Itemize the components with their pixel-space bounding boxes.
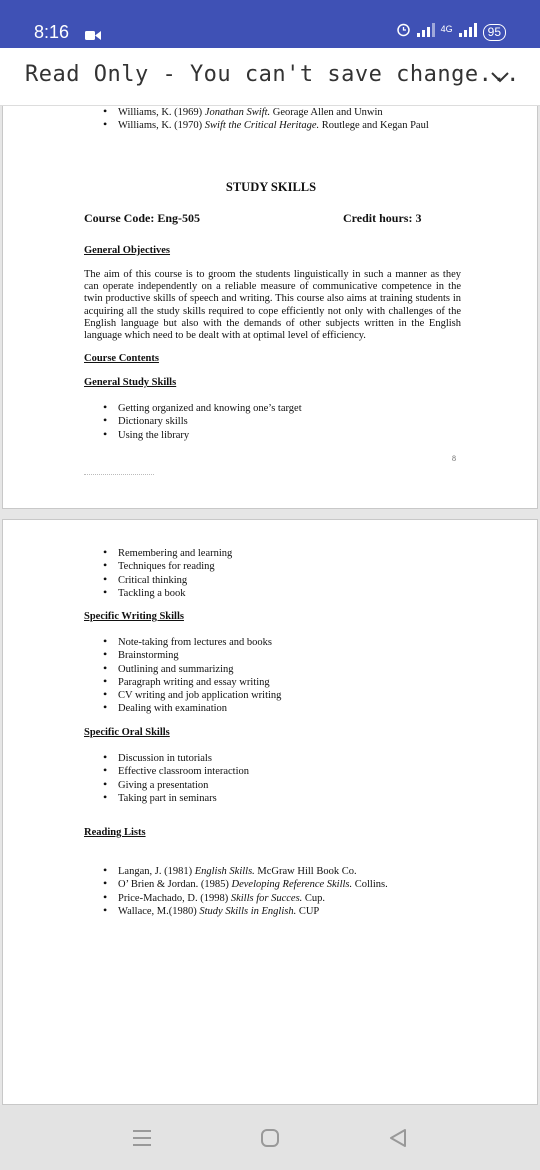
screen-record-icon: [85, 28, 101, 46]
list-item: • Outlining and summarizing: [103, 663, 281, 676]
reference-list: [103, 106, 429, 133]
document-page-1: [2, 106, 538, 509]
list-item: • Note-taking from lectures and books: [103, 636, 281, 649]
recents-icon[interactable]: [127, 1123, 157, 1153]
list-item: • Dictionary skills: [103, 415, 302, 428]
document-page-2: [2, 519, 538, 1105]
alarm-icon: [396, 22, 411, 42]
list-item: • Remembering and learning: [103, 547, 232, 560]
general-skills-heading: General Study Skills: [84, 377, 177, 388]
list-item: • Wallace, M.(1980) Study Skills in English. CUP: [103, 905, 388, 918]
list-item: • Getting organized and knowing one’s target: [103, 402, 302, 415]
status-time: 8:16: [34, 22, 70, 42]
list-item: • Price-Machado, D. (1998) Skills for Succes. Cup.: [103, 892, 388, 905]
list-item: • Langan, J. (1981) English Skills. McGraw Hill Book Co.: [103, 865, 388, 878]
home-icon[interactable]: [255, 1123, 285, 1153]
continued-skills-list: [103, 547, 232, 600]
list-item: • Critical thinking: [103, 574, 232, 587]
read-only-banner[interactable]: [0, 48, 540, 106]
list-item: • Brainstorming: [103, 649, 281, 662]
list-item: • CV writing and job application writing: [103, 689, 281, 702]
oral-skills-heading: Specific Oral Skills: [84, 727, 170, 738]
oral-skills-list: [103, 752, 249, 805]
list-item: • O’ Brien & Jordan. (1985) Developing Reference Skills. Collins.: [103, 878, 388, 891]
reading-lists-heading: Reading Lists: [84, 827, 146, 838]
credit-hours: Credit hours: 3: [343, 211, 422, 225]
list-item: • Effective classroom interaction: [103, 765, 249, 778]
general-skills-list: [103, 402, 302, 442]
list-item: • Dealing with examination: [103, 702, 281, 715]
chevron-down-icon[interactable]: [490, 70, 510, 88]
writing-skills-list: [103, 636, 281, 716]
battery-indicator: 95: [483, 24, 506, 41]
course-title: STUDY SKILLS: [225, 180, 317, 194]
signal-icon-2: [459, 23, 477, 42]
list-item: • Giving a presentation: [103, 779, 249, 792]
banner-title: Read Only - You can't save change...: [25, 62, 520, 87]
writing-skills-heading: Specific Writing Skills: [84, 611, 184, 622]
reading-list: [103, 865, 388, 918]
course-code: Course Code: Eng-505: [84, 211, 200, 225]
list-item: • Using the library: [103, 429, 302, 442]
objectives-paragraph: The aim of this course is to groom the students linguistically in such a manner as they can operate independently on a reliable measure of communicative competence in the twin productive skills of speech and writing. This course also aims at training students in acquiring all the study skills required to cope efficiently not only with challenges of the English language but also with the demands of other subjects written in the English language which need to be dealt with at optimal level of efficiency.: [84, 269, 461, 342]
list-item: • Discussion in tutorials: [103, 752, 249, 765]
objectives-heading: General Objectives: [84, 245, 171, 256]
network-type: 4G: [440, 23, 453, 34]
list-item: • Tackling a book: [103, 587, 232, 600]
list-item: • Techniques for reading: [103, 560, 232, 573]
status-icons: [396, 22, 506, 42]
list-item: • Williams, K. (1970) Swift the Critical Heritage. Routlege and Kegan Paul: [103, 119, 429, 132]
list-item: • Paragraph writing and essay writing: [103, 676, 281, 689]
back-icon[interactable]: [383, 1123, 413, 1153]
list-item: • Taking part in seminars: [103, 792, 249, 805]
signal-icon: [417, 23, 435, 42]
navigation-bar: [0, 1105, 540, 1170]
contents-heading: Course Contents: [84, 353, 159, 364]
page-number: 8: [452, 454, 456, 463]
status-bar: [0, 0, 540, 48]
footnote-line: [84, 474, 154, 475]
list-item: • Williams, K. (1969) Jonathan Swift. Georage Allen and Unwin: [103, 106, 429, 119]
